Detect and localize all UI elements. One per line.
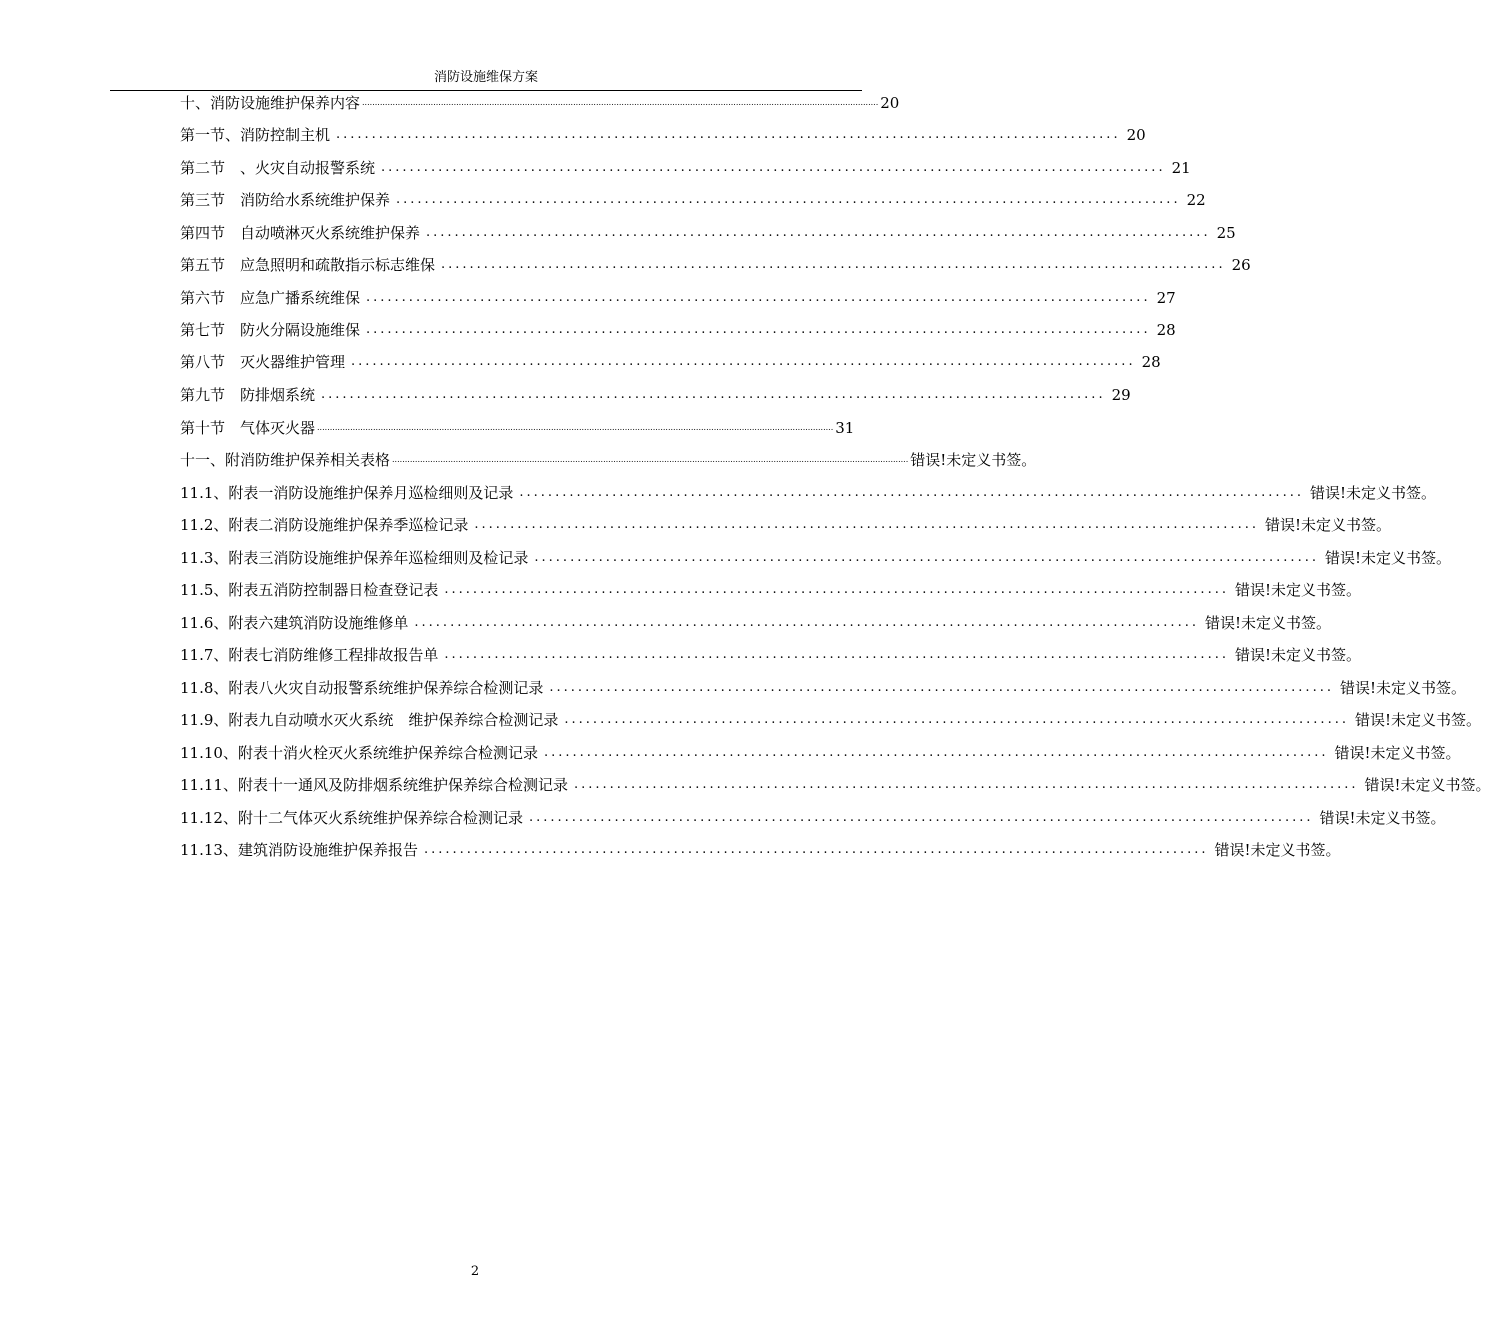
toc-entry-title: 11.8、附表八火灾自动报警系统维护保养综合检测记录 [180, 679, 544, 697]
toc-entry[interactable] [180, 254, 1251, 276]
toc-entry-title: 11.10、附表十消火栓灭火系统维护保养综合检测记录 [180, 744, 538, 762]
toc-entry-title: 第七节 防火分隔设施维保 [180, 321, 361, 339]
toc-entry-page: 错误!未定义书签。 [1204, 614, 1331, 632]
toc-entry[interactable] [180, 384, 1131, 406]
toc-entry-page: 21 [1171, 159, 1191, 177]
toc-leader: .............................................................................................................. [423, 842, 1209, 857]
toc-entry-page: 26 [1231, 256, 1251, 274]
toc-leader: .............................................................................................................. [321, 387, 1106, 402]
toc-entry-title: 十、消防设施维护保养内容 [180, 94, 361, 112]
toc-leader: ........................................................................................................................................................................................................... [362, 98, 879, 107]
toc-leader: .............................................................................................................. [426, 225, 1211, 240]
toc-leader: .............................................................................................................. [366, 322, 1151, 337]
toc-entry-page: 错误!未定义书签。 [910, 451, 1037, 469]
toc-entry-page: 20 [880, 94, 900, 112]
toc-leader: .............................................................................................................. [366, 290, 1151, 305]
toc-entry-title: 第六节 应急广播系统维保 [180, 289, 361, 307]
toc-entry[interactable] [180, 514, 1391, 536]
toc-entry[interactable] [180, 124, 1146, 146]
toc-entry-title: 第九节 防排烟系统 [180, 386, 316, 404]
toc-entry[interactable] [180, 612, 1331, 634]
toc-entry-title: 第三节 消防给水系统维护保养 [180, 191, 391, 209]
toc-entry[interactable] [180, 579, 1361, 601]
toc-entry-page: 错误!未定义书签。 [1339, 679, 1466, 697]
toc-leader: .............................................................................................................. [573, 777, 1359, 792]
toc-entry[interactable] [180, 709, 1481, 731]
toc-leader: .............................................................................................................. [441, 257, 1226, 272]
toc-entry-title: 11.1、附表一消防设施维护保养月巡检细则及记录 [180, 484, 514, 502]
toc-entry-title: 第五节 应急照明和疏散指示标志维保 [180, 256, 436, 274]
toc-leader: .............................................................................................................. [519, 485, 1304, 500]
toc-entry[interactable] [180, 92, 900, 114]
toc-entry-title: 11.12、附十二气体灭火系统维护保养综合检测记录 [180, 809, 523, 827]
toc-entry[interactable] [180, 482, 1436, 504]
toc-entry[interactable] [180, 189, 1206, 211]
toc-entry-page: 28 [1141, 353, 1161, 371]
toc-entry-title: 11.9、附表九自动喷水灭火系统 维护保养综合检测记录 [180, 711, 559, 729]
toc-entry[interactable] [180, 677, 1466, 699]
toc-entry-page: 错误!未定义书签。 [1264, 516, 1391, 534]
document-title: 消防设施维保方案 [433, 70, 538, 85]
toc-entry-title: 第二节 、火灾自动报警系统 [180, 159, 376, 177]
page-number: 2 [470, 1264, 480, 1279]
toc-entry[interactable] [180, 222, 1236, 244]
toc-entry[interactable] [180, 644, 1361, 666]
toc-entry-page: 错误!未定义书签。 [1234, 581, 1361, 599]
toc-entry-page: 27 [1156, 289, 1176, 307]
toc-leader: .............................................................................................................. [543, 745, 1329, 760]
toc-entry[interactable] [180, 839, 1341, 861]
toc-leader: .............................................................................................................. [396, 192, 1181, 207]
toc-entry[interactable] [180, 287, 1176, 309]
toc-entry-title: 11.6、附表六建筑消防设施维修单 [180, 614, 409, 632]
toc-entry-page: 25 [1216, 224, 1236, 242]
toc-entry-page: 错误!未定义书签。 [1364, 776, 1491, 794]
toc-entry-page: 错误!未定义书签。 [1354, 711, 1481, 729]
toc-leader: .............................................................................................................. [414, 615, 1199, 630]
toc-entry[interactable] [180, 807, 1446, 829]
toc-entry-page: 29 [1111, 386, 1131, 404]
toc-leader: .............................................................................................................. [534, 550, 1319, 565]
toc-entry-page: 错误!未定义书签。 [1214, 841, 1341, 859]
toc-leader: .............................................................................................................. [444, 582, 1229, 597]
toc-entry[interactable] [180, 417, 855, 439]
toc-entry[interactable] [180, 157, 1191, 179]
toc-leader: .............................................................................................................. [381, 160, 1166, 175]
toc-entry-page: 28 [1156, 321, 1176, 339]
toc-entry[interactable] [180, 351, 1161, 373]
toc-entry-page: 错误!未定义书签。 [1309, 484, 1436, 502]
toc-entry-title: 第四节 自动喷淋灭火系统维护保养 [180, 224, 421, 242]
toc-entry-page: 错误!未定义书签。 [1334, 744, 1461, 762]
toc-leader: .............................................................................................................. [444, 647, 1229, 662]
toc-entry-page: 错误!未定义书签。 [1319, 809, 1446, 827]
toc-leader: .............................................................................................................. [474, 517, 1259, 532]
toc-entry-page: 错误!未定义书签。 [1324, 549, 1451, 567]
toc-entry-page: 错误!未定义书签。 [1234, 646, 1361, 664]
toc-entry-title: 第一节、消防控制主机 [180, 126, 331, 144]
toc-entry[interactable] [180, 319, 1176, 341]
toc-entry[interactable] [180, 547, 1451, 569]
toc-leader: .............................................................................................................. [528, 810, 1314, 825]
toc-entry-title: 第十节 气体灭火器 [180, 419, 316, 437]
toc-leader: .............................................................................................................. [351, 354, 1136, 369]
toc-leader: ........................................................................................................................................................................................................... [392, 455, 909, 464]
toc-entry-title: 11.13、建筑消防设施维护保养报告 [180, 841, 418, 859]
toc-entry-title: 11.11、附表十一通风及防排烟系统维护保养综合检测记录 [180, 776, 568, 794]
toc-entry[interactable] [180, 742, 1461, 764]
toc-entry-title: 11.3、附表三消防设施维护保养年巡检细则及检记录 [180, 549, 529, 567]
toc-entry-title: 十一、附消防维护保养相关表格 [180, 451, 391, 469]
toc-leader: .............................................................................................................. [564, 712, 1349, 727]
toc-entry-title: 11.5、附表五消防控制器日检查登记表 [180, 581, 439, 599]
toc-leader: .............................................................................................................. [549, 680, 1334, 695]
toc-entry-title: 第八节 灭火器维护管理 [180, 353, 346, 371]
toc-entry-title: 11.2、附表二消防设施维护保养季巡检记录 [180, 516, 469, 534]
toc-entry-page: 22 [1186, 191, 1206, 209]
toc-entry[interactable] [180, 449, 1037, 471]
toc-leader: .............................................................................................................. [336, 127, 1121, 142]
toc-entry[interactable] [180, 774, 1491, 796]
toc-entry-page: 31 [835, 419, 855, 437]
toc-leader: ........................................................................................................................................................................................................... [317, 423, 834, 432]
toc-entry-title: 11.7、附表七消防维修工程排故报告单 [180, 646, 439, 664]
toc-entry-page: 20 [1126, 126, 1146, 144]
